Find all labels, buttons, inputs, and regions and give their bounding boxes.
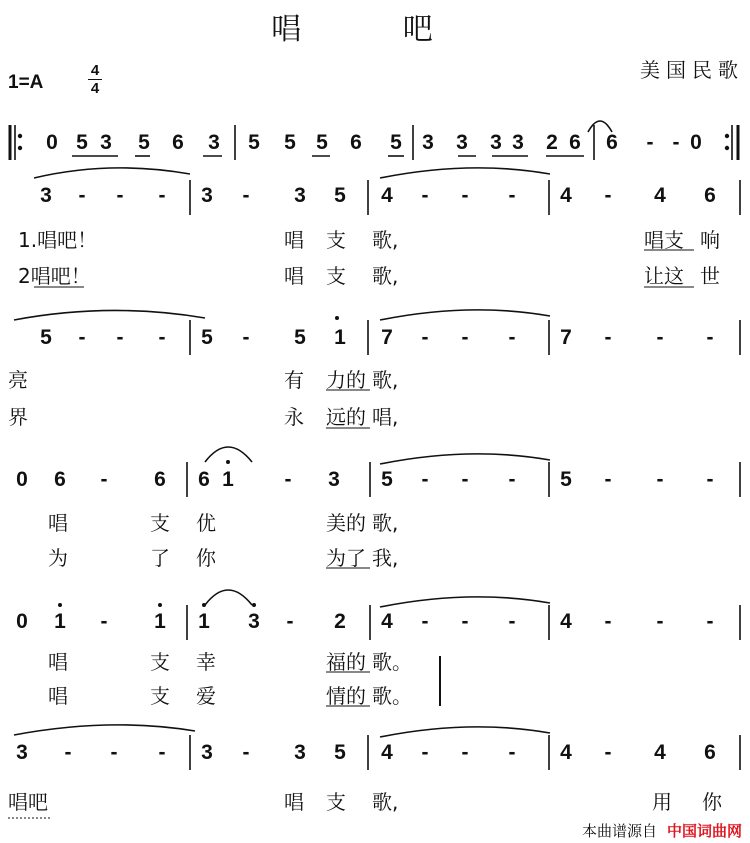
slur xyxy=(34,168,190,178)
dash-extension: - xyxy=(421,610,429,633)
note: 6 xyxy=(704,741,716,764)
slur xyxy=(380,597,550,607)
note: 4 xyxy=(381,741,393,764)
lyric: 福的 xyxy=(326,650,366,674)
note: 5 xyxy=(316,131,328,154)
lyric: 唱吧 xyxy=(8,790,48,814)
dash-extension: - xyxy=(508,184,516,207)
source-credit xyxy=(582,820,742,841)
note: 5 xyxy=(248,131,260,154)
repeat-dot xyxy=(725,134,729,138)
meter-top: 4 xyxy=(90,62,100,79)
lyric: 歌, xyxy=(372,511,399,535)
note: 5 xyxy=(40,326,52,349)
dash-extension: - xyxy=(461,184,469,207)
lyric: 唱 xyxy=(284,228,304,252)
note: 0 xyxy=(16,468,28,491)
dash-extension: - xyxy=(158,326,166,349)
lyric: 唱支 xyxy=(644,228,684,252)
lyric: 远的 xyxy=(326,405,366,429)
lyric: 你 xyxy=(702,790,722,814)
dash-extension: - xyxy=(646,131,654,154)
note: 3 xyxy=(248,610,260,633)
slur xyxy=(14,725,195,735)
dash-extension: - xyxy=(421,326,429,349)
dash-extension: - xyxy=(604,326,612,349)
slur xyxy=(205,590,252,605)
dash-extension: - xyxy=(706,468,714,491)
lyric: 歌, xyxy=(372,790,399,814)
dash-extension: - xyxy=(242,326,250,349)
dash-extension: - xyxy=(286,610,294,633)
dash-extension: - xyxy=(508,326,516,349)
dash-extension: - xyxy=(656,610,664,633)
note: 3 xyxy=(16,741,28,764)
lyric: 让这 xyxy=(644,264,684,288)
note: 6 xyxy=(154,468,166,491)
note: 3 xyxy=(294,184,306,207)
dash-extension: - xyxy=(706,326,714,349)
lyric: 幸 xyxy=(196,650,216,674)
lyric: 唱 xyxy=(48,650,68,674)
lyric: 唱, xyxy=(372,405,399,429)
dash-extension: - xyxy=(78,184,86,207)
dash-extension: - xyxy=(461,468,469,491)
lyric: 爱 xyxy=(196,684,216,708)
note: 6 xyxy=(569,131,581,154)
lyric: 支 xyxy=(326,228,346,252)
note: 1 xyxy=(334,326,346,349)
octave-dot xyxy=(158,603,162,607)
note: 5 xyxy=(381,468,393,491)
note: 3 xyxy=(201,184,213,207)
lyric: 用 xyxy=(652,790,672,814)
note: 5 xyxy=(390,131,402,154)
dash-extension: - xyxy=(672,131,680,154)
note: 7 xyxy=(381,326,393,349)
note: 6 xyxy=(350,131,362,154)
note: 0 xyxy=(16,610,28,633)
note: 5 xyxy=(334,184,346,207)
dash-extension: - xyxy=(78,326,86,349)
note: 6 xyxy=(172,131,184,154)
lyric: 界 xyxy=(8,405,28,429)
slur xyxy=(14,310,205,320)
note: 4 xyxy=(654,184,666,207)
lyric: 唱 xyxy=(284,264,304,288)
note: 4 xyxy=(560,610,572,633)
dash-extension: - xyxy=(284,468,292,491)
note: 1 xyxy=(222,468,234,491)
note: 7 xyxy=(560,326,572,349)
note: 3 xyxy=(208,131,220,154)
note: 0 xyxy=(690,131,702,154)
lyric: 响 xyxy=(700,228,720,252)
lyric: 为了 xyxy=(326,546,366,570)
song-title: 唱 吧 xyxy=(271,12,479,47)
note: 1 xyxy=(54,610,66,633)
note: 4 xyxy=(560,184,572,207)
source-label: 本曲谱源自 xyxy=(581,822,657,840)
note: 3 xyxy=(512,131,524,154)
lyric: 我, xyxy=(372,546,399,570)
dash-extension: - xyxy=(116,326,124,349)
note: 5 xyxy=(138,131,150,154)
dash-extension: - xyxy=(158,741,166,764)
lyric: 情的 xyxy=(326,684,366,708)
dash-extension: - xyxy=(508,468,516,491)
dash-extension: - xyxy=(706,610,714,633)
meter-bottom: 4 xyxy=(90,80,100,97)
slur xyxy=(380,168,550,178)
repeat-dot xyxy=(18,146,22,150)
dash-extension: - xyxy=(461,610,469,633)
lyric: 为 xyxy=(48,546,68,570)
composer-label: 美国民歌 xyxy=(640,58,744,82)
note: 1 xyxy=(154,610,166,633)
key-signature: 1=A xyxy=(8,72,44,93)
note: 3 xyxy=(422,131,434,154)
octave-dot xyxy=(58,603,62,607)
note: 3 xyxy=(201,741,213,764)
note: 6 xyxy=(606,131,618,154)
note: 4 xyxy=(381,610,393,633)
note: 5 xyxy=(560,468,572,491)
dash-extension: - xyxy=(421,184,429,207)
dash-extension: - xyxy=(421,741,429,764)
note: 3 xyxy=(456,131,468,154)
note: 1 xyxy=(198,610,210,633)
lyric: 歌, xyxy=(372,228,399,252)
note: 5 xyxy=(294,326,306,349)
slur xyxy=(380,727,550,737)
note: 2 xyxy=(334,610,346,633)
lyric: 歌, xyxy=(372,264,399,288)
note: 6 xyxy=(198,468,210,491)
dash-extension: - xyxy=(100,468,108,491)
lyric: 力的 xyxy=(326,368,366,392)
lyric: 1.唱吧！ xyxy=(18,228,98,252)
note: 3 xyxy=(40,184,52,207)
lyric: 了 xyxy=(150,546,170,570)
note: 5 xyxy=(334,741,346,764)
octave-dot xyxy=(252,603,256,607)
dash-extension: - xyxy=(116,184,124,207)
lyric: 有 xyxy=(284,368,304,392)
dash-extension: - xyxy=(110,741,118,764)
dash-extension: - xyxy=(158,184,166,207)
lyric: 亮 xyxy=(8,368,28,392)
lyric: 唱 xyxy=(48,511,68,535)
repeat-dot xyxy=(725,146,729,150)
repeat-dot xyxy=(18,134,22,138)
note: 5 xyxy=(76,131,88,154)
note: 3 xyxy=(328,468,340,491)
dash-extension: - xyxy=(604,184,612,207)
slur xyxy=(205,447,252,462)
lyric: 支 xyxy=(150,684,170,708)
lyric: 歌, xyxy=(372,368,399,392)
dash-extension: - xyxy=(64,741,72,764)
dash-extension: - xyxy=(421,468,429,491)
dash-extension: - xyxy=(656,468,664,491)
octave-dot xyxy=(335,316,339,320)
note: 4 xyxy=(560,741,572,764)
note: 3 xyxy=(100,131,112,154)
dash-extension: - xyxy=(656,326,664,349)
lyric: 永 xyxy=(284,405,304,429)
lyric: 支 xyxy=(326,790,346,814)
dash-extension: - xyxy=(508,610,516,633)
source-site-link[interactable]: 中国词曲网 xyxy=(666,822,742,840)
lyric: 支 xyxy=(326,264,346,288)
note: 5 xyxy=(284,131,296,154)
slur xyxy=(380,454,550,464)
dash-extension: - xyxy=(461,741,469,764)
dash-extension: - xyxy=(242,741,250,764)
lyric: 唱 xyxy=(48,684,68,708)
dash-extension: - xyxy=(604,468,612,491)
note: 3 xyxy=(294,741,306,764)
dash-extension: - xyxy=(604,741,612,764)
lyric: 世 xyxy=(700,264,720,288)
lyric: 歌。 xyxy=(372,684,412,708)
note: 4 xyxy=(654,741,666,764)
lyric: 支 xyxy=(150,650,170,674)
dash-extension: - xyxy=(461,326,469,349)
dash-extension: - xyxy=(508,741,516,764)
note: 3 xyxy=(490,131,502,154)
lyric: 唱 xyxy=(284,790,304,814)
dash-extension: - xyxy=(242,184,250,207)
lyric: 优 xyxy=(196,511,216,535)
lyric: 你 xyxy=(196,546,216,570)
octave-dot xyxy=(202,603,206,607)
note: 5 xyxy=(201,326,213,349)
note: 0 xyxy=(46,131,58,154)
note: 6 xyxy=(704,184,716,207)
dash-extension: - xyxy=(100,610,108,633)
note: 6 xyxy=(54,468,66,491)
note: 4 xyxy=(381,184,393,207)
dash-extension: - xyxy=(604,610,612,633)
slur xyxy=(380,310,550,320)
octave-dot xyxy=(226,460,230,464)
note: 2 xyxy=(546,131,558,154)
lyric: 歌。 xyxy=(372,650,412,674)
lyric: 支 xyxy=(150,511,170,535)
lyric: 2唱吧！ xyxy=(18,264,91,288)
lyric: 美的 xyxy=(326,511,366,535)
